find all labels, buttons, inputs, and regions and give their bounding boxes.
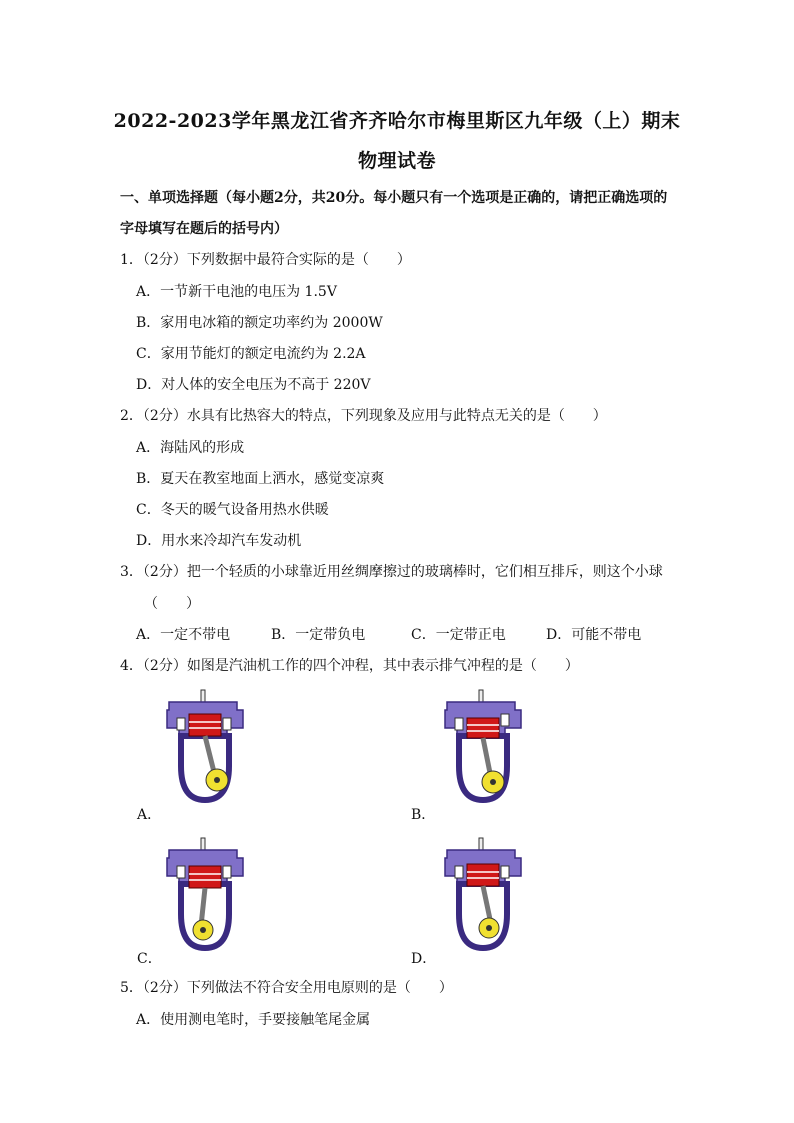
engine-stroke-d-icon <box>445 838 521 948</box>
page-title-line2: 物理试卷 <box>357 150 436 172</box>
question-3-option-d: D．可能不带电 <box>546 627 642 643</box>
question-2-option-b: B．夏天在教室地面上洒水，感觉变凉爽 <box>136 471 385 487</box>
section-heading-line1: 一、单项选择题（每小题2分，共20分。每小题只有一个选项是正确的，请把正确选项的 <box>120 190 668 206</box>
engine-stroke-b-icon <box>445 690 521 800</box>
question-5-stem: 5．（2分）下列做法不符合安全用电原则的是（ ） <box>120 980 453 996</box>
question-2-option-d: D．用水来冷却汽车发动机 <box>136 533 302 549</box>
question-1-option-d: D．对人体的安全电压为不高于 220V <box>136 377 371 393</box>
question-5-option-a: A．使用测电笔时，手要接触笔尾金属 <box>136 1012 371 1028</box>
question-2-option-c: C．冬天的暖气设备用热水供暖 <box>136 502 329 518</box>
question-2-stem: 2．（2分）水具有比热容大的特点，下列现象及应用与此特点无关的是（ ） <box>120 408 607 424</box>
question-4-stem: 4．（2分）如图是汽油机工作的四个冲程，其中表示排气冲程的是（ ） <box>120 658 579 674</box>
question-3-option-b: B．一定带负电 <box>271 627 366 643</box>
engine-stroke-a-icon <box>167 690 243 800</box>
question-1-option-c: C．家用节能灯的额定电流约为 2.2A <box>136 346 366 362</box>
engine-diagram-c <box>163 836 247 954</box>
question-3-stem-cont: （ ） <box>144 596 200 612</box>
engine-diagram-b <box>441 688 525 806</box>
engine-diagram-d <box>441 836 525 954</box>
page-title-line1: 2022-2023学年黑龙江省齐齐哈尔市梅里斯区九年级（上）期末 <box>113 110 681 132</box>
question-1-option-b: B．家用电冰箱的额定功率约为 2000W <box>136 315 383 331</box>
question-4-option-d-label: D． <box>411 951 437 967</box>
question-3-option-c: C．一定带正电 <box>411 627 506 643</box>
question-4-option-a-label: A． <box>137 807 162 823</box>
question-4-option-b-label: B． <box>411 807 436 823</box>
engine-stroke-c-icon <box>167 838 243 948</box>
question-2-option-a: A．海陆风的形成 <box>136 440 245 456</box>
question-1-stem: 1．（2分）下列数据中最符合实际的是（ ） <box>120 252 411 268</box>
section-heading-line2: 字母填写在题后的括号内） <box>120 221 288 237</box>
question-4-option-c-label: C． <box>137 951 162 967</box>
question-1-option-a: A．一节新干电池的电压为 1.5V <box>136 284 337 300</box>
question-3-option-a: A．一定不带电 <box>136 627 231 643</box>
engine-diagram-a <box>163 688 247 806</box>
question-3-stem: 3．（2分）把一个轻质的小球靠近用丝绸摩擦过的玻璃棒时，它们相互排斥，则这个小球 <box>120 564 663 580</box>
